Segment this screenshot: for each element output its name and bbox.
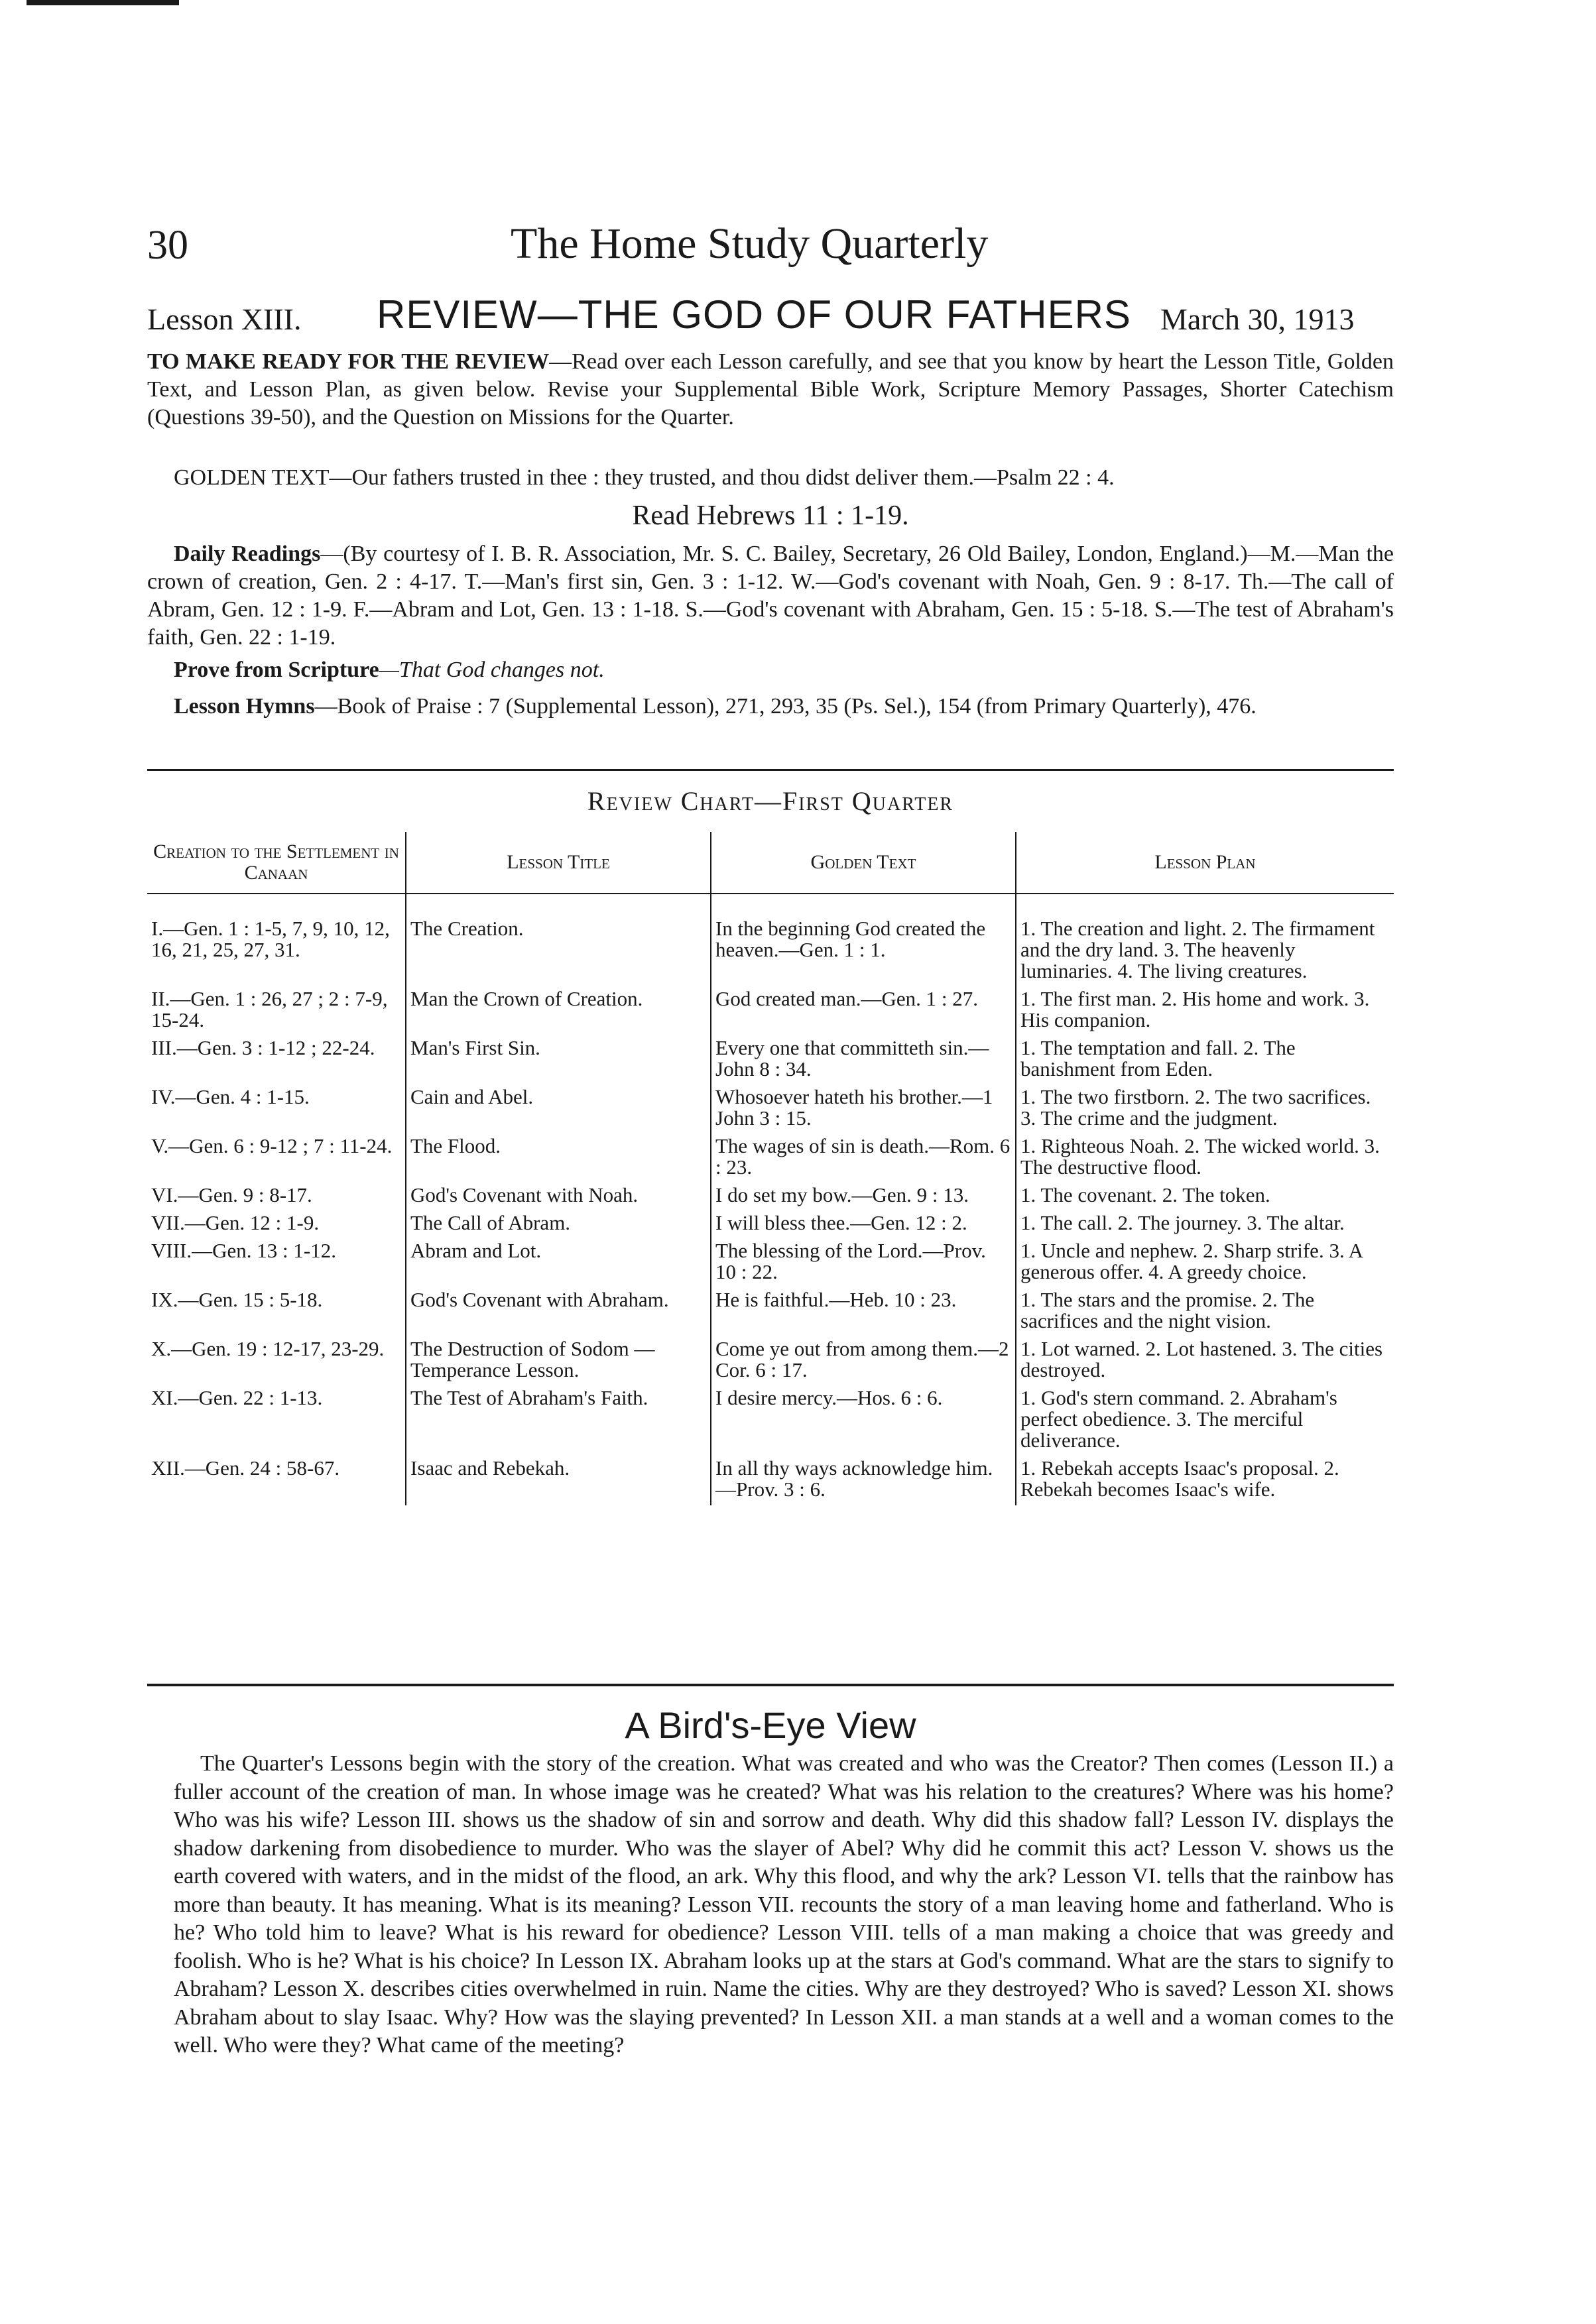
chart-cell-golden-text: In the beginning God created the heaven.—Gen. 1 : 1. <box>711 917 1016 987</box>
chart-cell-reference: I.—Gen. 1 : 1-5, 7, 9, 10, 12, 16, 21, 25, 27, 31. <box>151 917 390 961</box>
chart-cell-title: The Creation. <box>406 917 711 987</box>
chart-header-section: Creation to the Settlement in Canaan <box>147 832 406 894</box>
review-chart <box>147 832 1394 1505</box>
chart-cell-title: Cain and Abel. <box>406 1085 711 1134</box>
table-row <box>147 1456 1394 1505</box>
chart-top-rule <box>147 769 1394 771</box>
chart-cell-title: Abram and Lot. <box>406 1239 711 1288</box>
table-row <box>147 1337 1394 1386</box>
chart-cell-plan: 1. Righteous Noah. 2. The wicked world. 3. The destructive flood. <box>1016 1134 1394 1183</box>
chart-cell-plan: 1. The stars and the promise. 2. The sacrifices and the night vision. <box>1016 1288 1394 1337</box>
chart-cell-title: God's Covenant with Noah. <box>406 1183 711 1211</box>
chart-cell-title: Isaac and Rebekah. <box>406 1456 711 1505</box>
birds-eye-body: The Quarter's Lessons begin with the story of the creation. What was created and who was the Creator? Then comes (Lesson II.) a fuller account of the creation of man. In whose image was he created? What was his relation to the creatures? Where was his home? Who was his wife? Lesson III. shows us the shadow of sin and sorrow and death. Why did this shadow fall? Lesson IV. displays the shadow darkening from disobedience to murder. Who was the slayer of Abel? Why did he commit this act? Lesson V. shows us the earth covered with waters, and in the midst of the flood, an ark. Why this flood, and why the ark? Lesson VI. tells that the rainbow has more than beauty. It has meaning. What is its meaning? Lesson VII. recounts the story of a man leaving home and fatherland. Who is he? Who told him to leave? What is his reward for obedience? Lesson VIII. tells of a man making a choice that was greedy and foolish. Who is he? What is his choice? In Lesson IX. Abraham looks up at the stars at God's command. What are the stars to signify to Abraham? Lesson X. describes cities overwhelmed in ruin. Name the cities. Why are they destroyed? Who is saved? Lesson XI. shows Abraham about to slay Isaac. Why? How was the slaying prevented? In Lesson XII. a man stands at a well and a woman comes to the well. Who were they? What came of the meeting? <box>174 1751 1394 2058</box>
table-row <box>147 987 1394 1036</box>
chart-cell-golden-text: The wages of sin is death.—Rom. 6 : 23. <box>711 1134 1016 1183</box>
chart-cell-reference: IX.—Gen. 15 : 5-18. <box>151 1288 323 1311</box>
table-row <box>147 1036 1394 1085</box>
chart-cell-plan: 1. The call. 2. The journey. 3. The altar. <box>1016 1211 1394 1239</box>
make-ready-label: TO MAKE READY FOR THE REVIEW <box>147 349 550 374</box>
chart-cell-golden-text: In all thy ways acknowledge him.—Prov. 3 : 6. <box>711 1456 1016 1505</box>
chart-cell-plan: 1. The two firstborn. 2. The two sacrifices. 3. The crime and the judgment. <box>1016 1085 1394 1134</box>
chart-cell-reference: IV.—Gen. 4 : 1-15. <box>151 1085 310 1108</box>
chart-cell-reference: X.—Gen. 19 : 12-17, 23-29. <box>151 1337 385 1360</box>
chart-cell-reference: VII.—Gen. 12 : 1-9. <box>151 1211 320 1234</box>
chart-cell-plan: 1. The creation and light. 2. The firmament and the dry land. 3. The heavenly luminaries. 4. The living creatures. <box>1016 917 1394 987</box>
chart-cell-title: God's Covenant with Abraham. <box>406 1288 711 1337</box>
chart-cell-golden-text: I desire mercy.—Hos. 6 : 6. <box>711 1386 1016 1456</box>
make-ready-paragraph <box>147 348 1394 432</box>
daily-readings <box>147 540 1394 652</box>
page-number: 30 <box>147 223 188 268</box>
chart-cell-plan: 1. Rebekah accepts Isaac's proposal. 2. Rebekah becomes Isaac's wife. <box>1016 1456 1394 1505</box>
chart-cell-reference: III.—Gen. 3 : 1-12 ; 22-24. <box>151 1036 375 1059</box>
chart-header-plan: Lesson Plan <box>1016 832 1394 894</box>
chart-cell-title: The Flood. <box>406 1134 711 1183</box>
chart-cell-reference: II.—Gen. 1 : 26, 27 ; 2 : 7-9, 15-24. <box>151 987 388 1031</box>
chart-cell-golden-text: I do set my bow.—Gen. 9 : 13. <box>711 1183 1016 1211</box>
chart-cell-golden-text: Come ye out from among them.—2 Cor. 6 : 17. <box>711 1337 1016 1386</box>
chart-cell-reference: VI.—Gen. 9 : 8-17. <box>151 1183 312 1206</box>
chart-header-title: Lesson Title <box>406 832 711 894</box>
lesson-title: REVIEW—THE GOD OF OUR FATHERS <box>377 292 1131 337</box>
chart-spacer-cell <box>406 894 711 917</box>
make-ready-text: —Read over each Lesson carefully, and see that you know by heart the Lesson Title, Golden Text, and Lesson Plan, as given below. Revise your Supplemental Bible Work, Scripture Memory Passages, Shorter Catechism (Questions 39-50), and the Question on Missions for the Quarter. <box>147 349 1394 430</box>
hymns-label: Lesson Hymns <box>174 694 315 719</box>
chart-cell-golden-text: Whosoever hateth his brother.—1 John 3 : 15. <box>711 1085 1016 1134</box>
table-row <box>147 1085 1394 1134</box>
chart-bottom-rule <box>147 1684 1394 1686</box>
chart-title: Review Chart—First Quarter <box>587 786 954 816</box>
birds-eye-title: A Bird's-Eye View <box>625 1704 916 1746</box>
chart-cell-reference: XI.—Gen. 22 : 1-13. <box>151 1386 323 1409</box>
chart-cell-title: The Destruction of Sodom —Temperance Lesson. <box>406 1337 711 1386</box>
chart-cell-golden-text: He is faithful.—Heb. 10 : 23. <box>711 1288 1016 1337</box>
chart-header-row <box>147 832 1394 894</box>
lesson-number: Lesson XIII. <box>147 302 302 336</box>
chart-cell-reference: XII.—Gen. 24 : 58-67. <box>151 1456 340 1480</box>
prove-from-scripture <box>147 656 1394 684</box>
read-reference: Read Hebrews 11 : 1-19. <box>632 500 909 531</box>
prove-text: —That God changes not. <box>379 658 605 682</box>
chart-cell-title: Man's First Sin. <box>406 1036 711 1085</box>
chart-header-golden-text: Golden Text <box>711 832 1016 894</box>
top-edge-mark <box>27 0 179 5</box>
table-row <box>147 1211 1394 1239</box>
golden-text: GOLDEN TEXT—Our fathers trusted in thee : they trusted, and thou didst deliver them.—Psalm 22 : 4. <box>174 465 1115 490</box>
chart-cell-golden-text: God created man.—Gen. 1 : 27. <box>711 987 1016 1036</box>
hymns-text: —Book of Praise : 7 (Supplemental Lesson), 271, 293, 35 (Ps. Sel.), 154 (from Primary Quarterly), 476. <box>314 694 1257 719</box>
chart-spacer-cell <box>147 894 406 917</box>
chart-cell-golden-text: The blessing of the Lord.—Prov. 10 : 22. <box>711 1239 1016 1288</box>
chart-spacer-cell <box>1016 894 1394 917</box>
chart-cell-reference: V.—Gen. 6 : 9-12 ; 7 : 11-24. <box>151 1134 393 1157</box>
chart-spacer-cell <box>711 894 1016 917</box>
chart-cell-golden-text: Every one that committeth sin.—John 8 : 34. <box>711 1036 1016 1085</box>
table-row <box>147 1134 1394 1183</box>
chart-cell-plan: 1. The covenant. 2. The token. <box>1016 1183 1394 1211</box>
chart-cell-plan: 1. The first man. 2. His home and work. 3. His companion. <box>1016 987 1394 1036</box>
table-row <box>147 1288 1394 1337</box>
chart-spacer-row <box>147 894 1394 917</box>
table-row <box>147 1183 1394 1211</box>
prove-label: Prove from Scripture <box>174 658 379 682</box>
table-row <box>147 917 1394 987</box>
lesson-date: March 30, 1913 <box>1160 302 1355 336</box>
lesson-hymns <box>147 693 1394 721</box>
chart-cell-title: Man the Crown of Creation. <box>406 987 711 1036</box>
running-title: The Home Study Quarterly <box>511 219 989 268</box>
daily-readings-label: Daily Readings <box>174 542 321 566</box>
table-row <box>147 1239 1394 1288</box>
table-row <box>147 1386 1394 1456</box>
chart-cell-title: The Call of Abram. <box>406 1211 711 1239</box>
chart-cell-plan: 1. Lot warned. 2. Lot hastened. 3. The cities destroyed. <box>1016 1337 1394 1386</box>
chart-cell-plan: 1. God's stern command. 2. Abraham's perfect obedience. 3. The merciful deliverance. <box>1016 1386 1394 1456</box>
chart-cell-title: The Test of Abraham's Faith. <box>406 1386 711 1456</box>
chart-cell-plan: 1. The temptation and fall. 2. The banishment from Eden. <box>1016 1036 1394 1085</box>
chart-cell-plan: 1. Uncle and nephew. 2. Sharp strife. 3. A generous offer. 4. A greedy choice. <box>1016 1239 1394 1288</box>
chart-cell-reference: VIII.—Gen. 13 : 1-12. <box>151 1239 336 1262</box>
chart-cell-golden-text: I will bless thee.—Gen. 12 : 2. <box>711 1211 1016 1239</box>
daily-readings-text: —(By courtesy of I. B. R. Association, Mr. S. C. Bailey, Secretary, 26 Old Bailey, London, England.)—M.—Man the crown of creation, Gen. 2 : 4-17. T.—Man's first sin, Gen. 3 : 1-12. W.—God's covenant with Noah, Gen. 9 : 8-17. Th.—The call of Abram, Gen. 12 : 1-9. F.—Abram and Lot, Gen. 13 : 1-18. S.—God's covenant with Abraham, Gen. 15 : 5-18. S.—The test of Abraham's faith, Gen. 22 : 1-19. <box>147 542 1394 650</box>
chart-body <box>147 894 1394 1505</box>
